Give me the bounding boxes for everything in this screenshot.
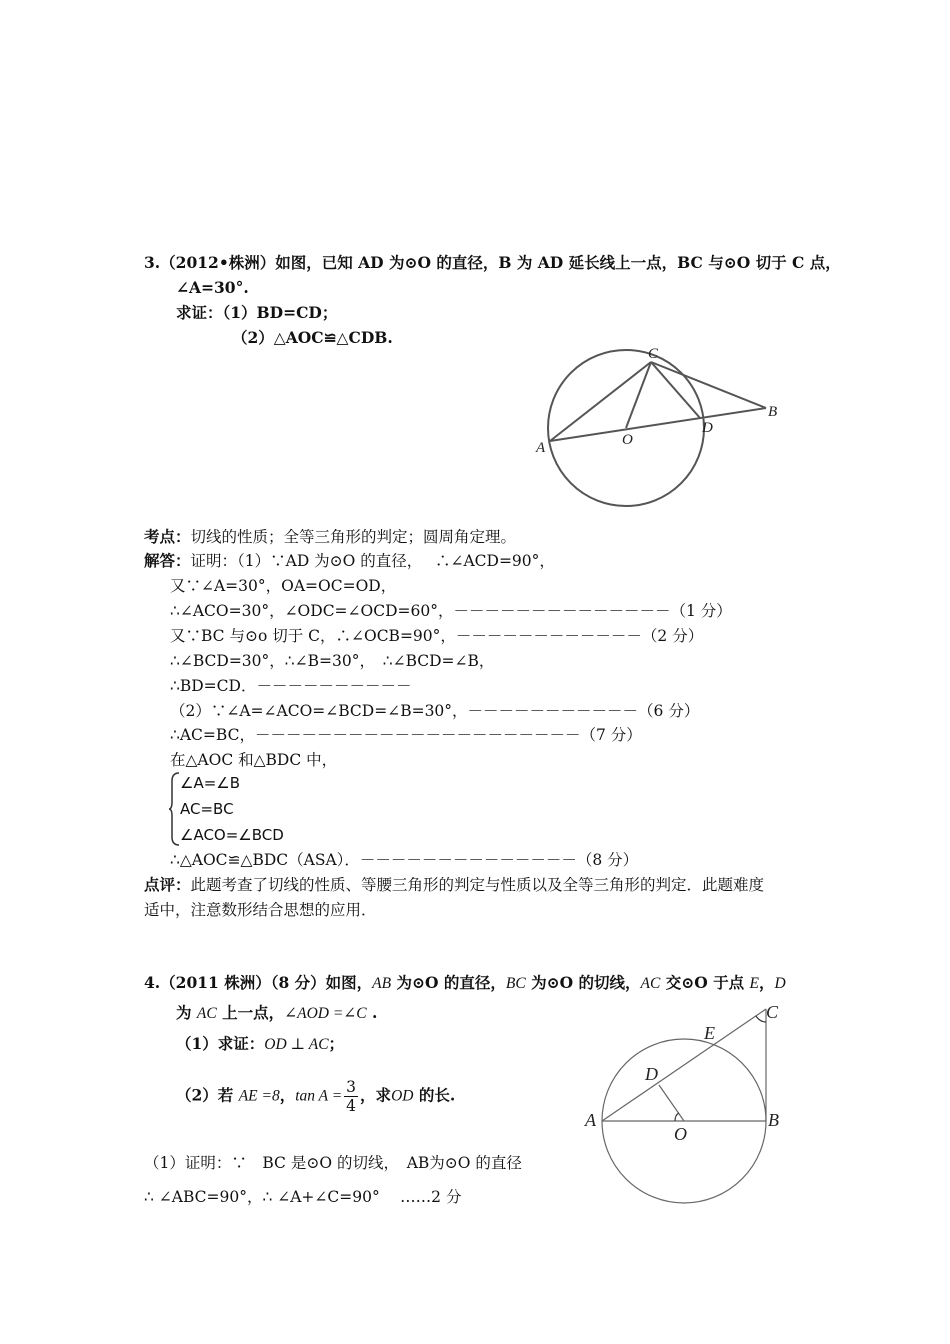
line-od [659, 1085, 684, 1121]
label-b: B [768, 404, 778, 420]
label-e: E [704, 1023, 715, 1043]
line-ac [602, 1009, 766, 1121]
solution-step: ∴BD=CD．－－－－－－－－－－ [170, 677, 412, 695]
line-cd [651, 362, 700, 418]
dianping-text: 此题考查了切线的性质、等腰三角形的判定与性质以及全等三角形的判定．此题难度 [190, 876, 765, 894]
problem-4-proof-1: （1）证明：∵ BC 是⊙O 的切线， AB为⊙O 的直径 [144, 1154, 522, 1172]
problem-4-statement: 4.（2011 株洲）（8 分）如图，AB 为⊙O 的直径，BC 为⊙O 的切线，AC 交⊙O 于点 E，D [144, 973, 786, 992]
problem-3-statement: 3.（2012•株洲）如图，已知 AD 为⊙O 的直径，B 为 AD 延长线上一点，BC 与⊙O 切于 C 点， [144, 253, 841, 272]
dianping-row [144, 875, 764, 895]
solution-step: ∴AC=BC，－－－－－－－－－－－－－－－－－－－－－（7 分） [170, 726, 642, 744]
label-a: A [585, 1110, 596, 1130]
solution-step: 又∵BC 与⊙o 切于 C，∴∠OCB=90°，－－－－－－－－－－－－（2 分） [170, 627, 704, 645]
angle-mark-c [756, 1016, 766, 1022]
problem-4-proof-2: ∴ ∠ABC=90°，∴ ∠A+∠C=90° ……2 分 [144, 1188, 462, 1206]
label-c: C [648, 346, 659, 362]
problem-4-question-1: （1）求证：OD ⊥ AC； [176, 1034, 345, 1053]
problem-4-figure [575, 995, 805, 1210]
solution-step: （2）∵∠A=∠ACO=∠BCD=∠B=30°，－－－－－－－－－－－（6 分） [170, 702, 700, 720]
kaodian-label: 考点： [144, 527, 191, 546]
problem-4-question-2: （2）若 AE =8，tan A = $\frac{3}{4}$ ，求OD 的长. [176, 1078, 456, 1115]
kaodian-row [144, 527, 516, 547]
jieda-text: 证明：（1）∵AD 为⊙O 的直径， ∴∠ACD=90°， [190, 552, 555, 570]
brace-line: ∠A=∠B [180, 774, 241, 792]
dianping-text-2: 适中，注意数形结合思想的应用． [144, 901, 377, 919]
line-ab [550, 408, 766, 441]
problem-3-figure [530, 340, 790, 520]
problem-3-prove-2: （2）△AOC≌△CDB. [232, 328, 393, 347]
dianping-label: 点评： [144, 875, 191, 894]
solution-step: ∴∠ACO=30°，∠ODC=∠OCD=60°，－－－－－－－－－－－－－－（1 分） [170, 602, 732, 620]
label-b: B [768, 1110, 779, 1130]
kaodian-text: 切线的性质；全等三角形的判定；圆周角定理。 [190, 528, 517, 546]
brace-line: AC=BC [180, 800, 234, 818]
conclusion: ∴△AOC≌△BDC（ASA）．－－－－－－－－－－－－－－（8 分） [170, 851, 639, 869]
problem-3-prove-1: 求证：（1）BD=CD； [176, 303, 338, 322]
solution-step: 又∵∠A=30°，OA=OC=OD， [170, 577, 397, 595]
fraction: $\frac{3}{4}$ [346, 1078, 357, 1115]
label-d: D [702, 420, 713, 436]
jieda-label: 解答： [144, 551, 191, 570]
label-c: C [766, 1002, 779, 1022]
angle-mark-o [675, 1113, 679, 1121]
label-a: A [536, 440, 546, 456]
label-o: O [674, 1124, 687, 1144]
brace-line: ∠ACO=∠BCD [180, 826, 284, 844]
label-d: D [645, 1064, 658, 1084]
label-o: O [622, 432, 633, 448]
problem-3-condition: ∠A=30°. [176, 278, 249, 297]
problem-4-statement-2: 为 AC 上一点，∠AOD =∠C . [176, 1003, 378, 1022]
line-cb [651, 362, 766, 408]
solution-step: 在△AOC 和△BDC 中， [170, 751, 338, 769]
solution-step: ∴∠BCD=30°，∴∠B=30°， ∴∠BCD=∠B， [170, 652, 495, 670]
jieda-row [144, 551, 555, 571]
